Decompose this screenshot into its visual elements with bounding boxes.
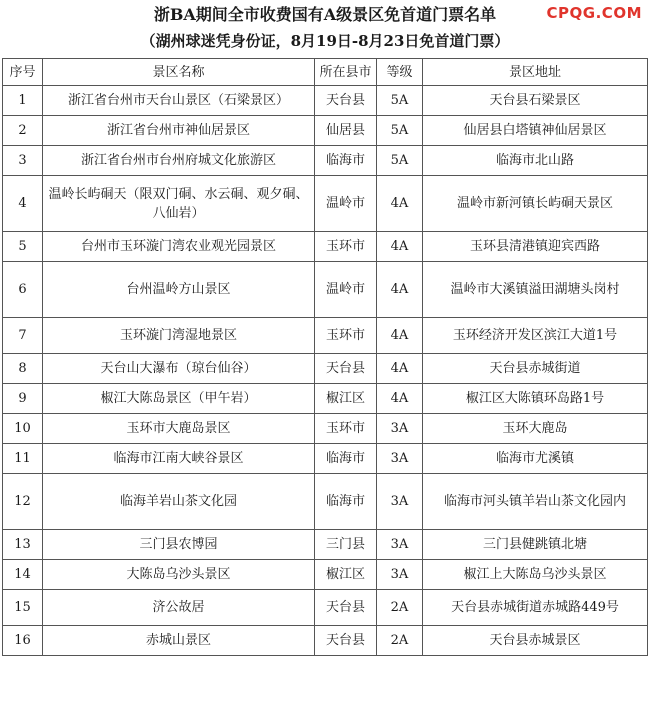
cell-county: 玉环市	[315, 414, 377, 444]
column-header-address: 景区地址	[423, 59, 648, 86]
cell-name: 浙江省台州市天台山景区（石梁景区）	[43, 86, 315, 116]
cell-number: 1	[3, 86, 43, 116]
cell-level: 3A	[377, 530, 423, 560]
cell-number: 7	[3, 318, 43, 354]
cell-name: 大陈岛乌沙头景区	[43, 560, 315, 590]
column-header-level: 等级	[377, 59, 423, 86]
cell-name: 天台山大瀑布（琼台仙谷）	[43, 354, 315, 384]
cell-address: 三门县健跳镇北塘	[423, 530, 648, 560]
cell-address: 玉环大鹿岛	[423, 414, 648, 444]
table-row	[3, 262, 648, 318]
cell-address: 临海市河头镇羊岩山茶文化园内	[423, 474, 648, 530]
cell-name: 椒江大陈岛景区（甲午岩）	[43, 384, 315, 414]
column-header-number: 序号	[3, 59, 43, 86]
table-row	[3, 232, 648, 262]
cell-address: 天台县赤城街道	[423, 354, 648, 384]
cell-level: 2A	[377, 590, 423, 626]
cell-level: 3A	[377, 414, 423, 444]
cell-name: 浙江省台州市神仙居景区	[43, 116, 315, 146]
table-row	[3, 116, 648, 146]
cell-level: 2A	[377, 626, 423, 656]
cell-level: 4A	[377, 176, 423, 232]
table-row	[3, 474, 648, 530]
cell-level: 3A	[377, 560, 423, 590]
cell-name: 临海市江南大峡谷景区	[43, 444, 315, 474]
scenic-spot-table	[2, 58, 648, 656]
cell-level: 4A	[377, 232, 423, 262]
cell-county: 仙居县	[315, 116, 377, 146]
cell-number: 3	[3, 146, 43, 176]
table-row	[3, 530, 648, 560]
column-header-county: 所在县市	[315, 59, 377, 86]
cell-county: 椒江区	[315, 384, 377, 414]
table-row	[3, 354, 648, 384]
table-row	[3, 318, 648, 354]
cell-number: 9	[3, 384, 43, 414]
cell-level: 3A	[377, 444, 423, 474]
cell-county: 温岭市	[315, 176, 377, 232]
cell-address: 天台县赤城街道赤城路449号	[423, 590, 648, 626]
table-row	[3, 414, 648, 444]
cell-name: 临海羊岩山茶文化园	[43, 474, 315, 530]
cell-address: 仙居县白塔镇神仙居景区	[423, 116, 648, 146]
cell-county: 天台县	[315, 354, 377, 384]
cell-address: 玉环经济开发区滨江大道1号	[423, 318, 648, 354]
cell-number: 12	[3, 474, 43, 530]
cell-address: 温岭市新河镇长屿硐天景区	[423, 176, 648, 232]
cell-number: 11	[3, 444, 43, 474]
cell-number: 5	[3, 232, 43, 262]
cell-level: 4A	[377, 354, 423, 384]
cell-number: 8	[3, 354, 43, 384]
cell-address: 临海市北山路	[423, 146, 648, 176]
table-row	[3, 444, 648, 474]
document-title: 浙BA期间全市收费国有A级景区免首道门票名单	[153, 5, 497, 24]
cell-level: 5A	[377, 86, 423, 116]
cell-name: 温岭长屿硐天（限双门硐、水云硐、观夕硐、八仙岩）	[43, 176, 315, 232]
cell-county: 天台县	[315, 590, 377, 626]
cell-address: 天台县石梁景区	[423, 86, 648, 116]
table-header-row	[3, 59, 648, 86]
cell-number: 2	[3, 116, 43, 146]
table-row	[3, 626, 648, 656]
cell-number: 10	[3, 414, 43, 444]
table-row	[3, 86, 648, 116]
column-header-name: 景区名称	[43, 59, 315, 86]
cell-level: 4A	[377, 318, 423, 354]
cell-address: 临海市尤溪镇	[423, 444, 648, 474]
cell-level: 4A	[377, 262, 423, 318]
cell-name: 济公故居	[43, 590, 315, 626]
cell-county: 玉环市	[315, 318, 377, 354]
cell-name: 浙江省台州市台州府城文化旅游区	[43, 146, 315, 176]
cell-county: 临海市	[315, 146, 377, 176]
cell-number: 13	[3, 530, 43, 560]
cell-number: 15	[3, 590, 43, 626]
watermark-logo: CPQG.COM	[546, 4, 642, 22]
cell-county: 天台县	[315, 626, 377, 656]
table-row	[3, 146, 648, 176]
cell-level: 3A	[377, 474, 423, 530]
cell-name: 玉环漩门湾湿地景区	[43, 318, 315, 354]
cell-address: 玉环县清港镇迎宾西路	[423, 232, 648, 262]
cell-county: 玉环市	[315, 232, 377, 262]
cell-number: 16	[3, 626, 43, 656]
cell-number: 14	[3, 560, 43, 590]
cell-name: 玉环市大鹿岛景区	[43, 414, 315, 444]
table-row	[3, 590, 648, 626]
cell-level: 5A	[377, 146, 423, 176]
cell-address: 椒江上大陈岛乌沙头景区	[423, 560, 648, 590]
cell-address: 椒江区大陈镇环岛路1号	[423, 384, 648, 414]
cell-address: 温岭市大溪镇溢田湖塘头岗村	[423, 262, 648, 318]
cell-county: 温岭市	[315, 262, 377, 318]
cell-number: 6	[3, 262, 43, 318]
document-subtitle: （湖州球迷凭身份证，8月19日-8月23日免首道门票）	[140, 32, 510, 50]
cell-county: 椒江区	[315, 560, 377, 590]
cell-number: 4	[3, 176, 43, 232]
table-row	[3, 176, 648, 232]
table-row	[3, 560, 648, 590]
cell-county: 三门县	[315, 530, 377, 560]
cell-level: 4A	[377, 384, 423, 414]
cell-county: 天台县	[315, 86, 377, 116]
cell-name: 三门县农博园	[43, 530, 315, 560]
cell-county: 临海市	[315, 444, 377, 474]
cell-county: 临海市	[315, 474, 377, 530]
cell-name: 台州市玉环漩门湾农业观光园景区	[43, 232, 315, 262]
cell-level: 5A	[377, 116, 423, 146]
cell-address: 天台县赤城景区	[423, 626, 648, 656]
table-row	[3, 384, 648, 414]
cell-name: 台州温岭方山景区	[43, 262, 315, 318]
cell-name: 赤城山景区	[43, 626, 315, 656]
